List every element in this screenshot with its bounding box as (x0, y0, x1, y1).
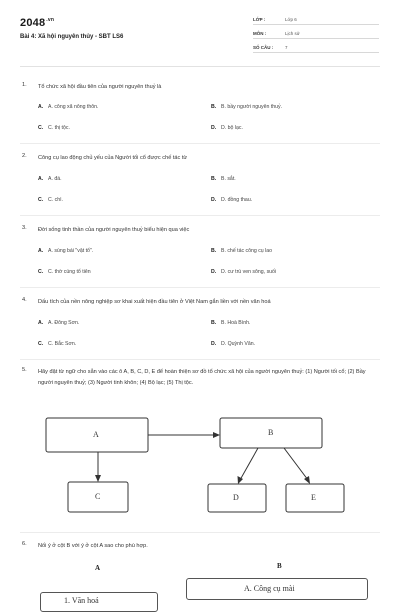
logo-text: 2048 (20, 17, 46, 29)
diagram-label-a: A (93, 430, 99, 439)
question-text: Đời sống tinh thần của người nguyên thuỷ biểu hiện qua việc (38, 227, 190, 233)
option-text: B. sắt. (221, 176, 236, 182)
option-letter: C. (38, 341, 44, 347)
option-letter: D. (211, 197, 217, 203)
question-number: 1. (22, 82, 27, 88)
option-letter: B. (211, 176, 217, 182)
match-item-a1-text: 1. Văn hoá (64, 596, 99, 605)
meta-value: Lớp 6 (285, 17, 297, 22)
option-letter: B. (211, 104, 217, 110)
option-letter: C. (38, 197, 44, 203)
match-item-b1-text: A. Công cụ mài (244, 584, 295, 593)
arrowhead (238, 476, 244, 484)
option-text: B. chế tác công cụ lao (221, 248, 273, 254)
meta-key: MÔN : (253, 31, 267, 36)
option-text: C. thờ cúng tổ tiên (48, 269, 91, 275)
meta-value: 7 (285, 45, 288, 50)
option-text: A. sùng bái "vật tổ". (48, 248, 94, 254)
option-text: D. Quỳnh Văn. (221, 341, 256, 347)
meta-subject-row (253, 28, 379, 39)
option-text: C. chì. (48, 197, 63, 203)
option-text: D. bộ lạc. (221, 125, 243, 131)
meta-class-row (253, 14, 379, 25)
question-number: 6. (22, 541, 27, 547)
diagram-label-b: B (268, 428, 274, 437)
logo-tld: .vn (46, 17, 55, 24)
document-title: Bài 4: Xã hội nguyên thủy - SBT LS6 (20, 34, 124, 40)
column-a-header: A (95, 564, 101, 572)
question-number: 4. (22, 297, 27, 303)
option-letter: C. (38, 125, 44, 131)
question-number: 3. (22, 225, 27, 231)
option-text: A. đá. (48, 176, 62, 182)
column-b-header: B (277, 562, 282, 570)
page-header (0, 0, 400, 66)
option-text: D. đồng thau. (221, 197, 253, 203)
option-letter: A. (38, 320, 44, 326)
option-letter: B. (211, 320, 217, 326)
option-text: C. Bắc Sơn. (48, 341, 77, 347)
option-letter: D. (211, 125, 217, 131)
arrowhead (95, 475, 101, 482)
meta-count-row (253, 42, 379, 53)
question-number: 2. (22, 153, 27, 159)
option-text: B. Hoà Bình. (221, 320, 251, 326)
meta-value: Lịch sử (285, 31, 300, 36)
question-divider (20, 359, 380, 360)
diagram-label-c: C (95, 492, 101, 501)
arrowhead (304, 476, 310, 484)
option-text: D. cư trú ven sông, suối (221, 269, 277, 275)
option-letter: A. (38, 104, 44, 110)
option-letter: C. (38, 269, 44, 275)
arrow-b-to-d (240, 448, 258, 480)
question-divider (20, 143, 380, 144)
option-text: B. bầy người nguyên thuỷ. (221, 104, 283, 110)
match-item-a1[interactable] (40, 592, 158, 612)
arrowhead (213, 432, 220, 438)
option-letter: B. (211, 248, 217, 254)
meta-key: LỚP : (253, 17, 266, 22)
question-text: Dấu tích của nền nông nghiệp sơ khai xuất hiện đầu tiên ở Việt Nam gắn liền với nền văn hoá (38, 299, 271, 305)
option-letter: A. (38, 176, 44, 182)
question-text: Hãy đặt từ ngữ cho sẵn vào các ô A, B, C, D, E để hoàn thiện sơ đồ tổ chức xã hội của người nguyên thuỷ: (1) Người tối cổ; (2) Bầy người nguyên thuỷ; (3) Người tinh khôn; (4) Bộ lạc; (5) Thị tộc. (38, 369, 366, 386)
question-divider (20, 287, 380, 288)
arrow-b-to-e (284, 448, 308, 480)
question-number: 5. (22, 367, 27, 373)
diagram-label-e: E (311, 493, 316, 502)
option-text: A. công xã nông thôn. (48, 104, 99, 110)
diagram-label-d: D (233, 493, 239, 502)
question-text: Nối ý ở cột B với ý ở cột A sao cho phù hợp. (38, 543, 148, 549)
option-letter: A. (38, 248, 44, 254)
option-letter: D. (211, 269, 217, 275)
option-text: A. Đông Sơn. (48, 320, 80, 326)
meta-key: SỐ CÂU : (253, 45, 274, 50)
option-text: C. thị tộc. (48, 125, 70, 131)
question-text: Công cụ lao động chủ yếu của Người tối cổ được chế tác từ (38, 155, 188, 161)
site-logo[interactable] (20, 17, 54, 29)
question-divider (20, 532, 380, 533)
question-text: Tổ chức xã hội đầu tiên của người nguyên thuỷ là (38, 84, 162, 90)
option-letter: D. (211, 341, 217, 347)
question-divider (20, 215, 380, 216)
header-divider (20, 66, 380, 67)
